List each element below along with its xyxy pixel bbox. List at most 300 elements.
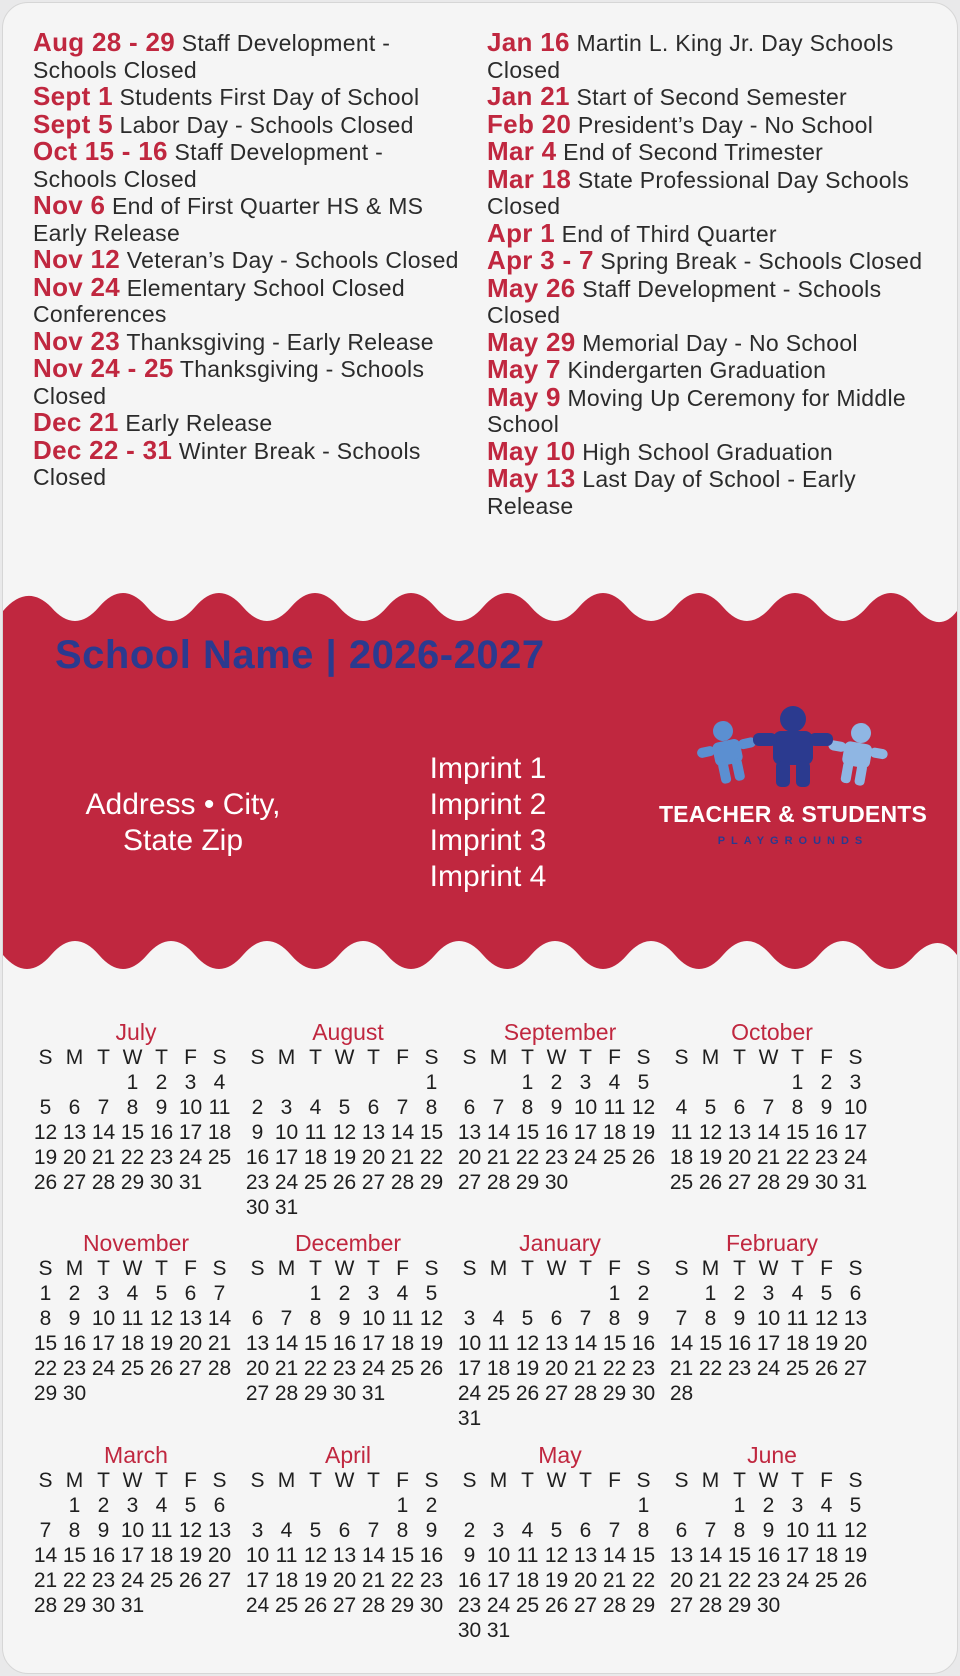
day-cell: 23 — [332, 1357, 357, 1380]
day-cell: 29 — [62, 1594, 87, 1617]
day-cell: 12 — [419, 1307, 444, 1330]
day-cell: 20 — [178, 1332, 203, 1355]
day-cell: 9 — [68, 1307, 81, 1330]
day-cell: 25 — [303, 1171, 328, 1194]
empty-day — [31, 1493, 60, 1518]
weekday-header: F — [396, 1257, 409, 1280]
day-cell: 11 — [815, 1519, 838, 1542]
weekday-header: F — [608, 1257, 621, 1280]
day-cell: 4 — [492, 1307, 505, 1330]
weekday-header: F — [396, 1469, 409, 1492]
weekday-header: W — [122, 1257, 143, 1280]
day-cell: 4 — [791, 1282, 804, 1305]
event-item — [33, 108, 473, 139]
day-cell: 17 — [274, 1146, 299, 1169]
day-cell: 13 — [332, 1544, 357, 1567]
event-item — [33, 29, 473, 83]
day-cell: 21 — [390, 1146, 415, 1169]
weekday-header: S — [462, 1469, 477, 1492]
day-cell: 20 — [457, 1146, 482, 1169]
day-cell: 16 — [544, 1121, 569, 1144]
event-date: Mar 4 — [487, 136, 557, 166]
day-cell: 10 — [120, 1519, 145, 1542]
empty-day — [330, 1070, 359, 1095]
event-item — [33, 409, 473, 437]
day-cell: 28 — [602, 1594, 627, 1617]
day-cell: 7 — [396, 1096, 409, 1119]
month-grid — [243, 1256, 463, 1406]
day-cell: 29 — [631, 1594, 656, 1617]
event-text: Labor Day - Schools Closed — [112, 111, 414, 138]
weekday-header: T — [521, 1469, 534, 1492]
day-cell: 29 — [33, 1382, 58, 1405]
day-cell: 30 — [149, 1171, 174, 1194]
day-cell: 14 — [33, 1544, 58, 1567]
day-cell: 18 — [149, 1544, 174, 1567]
month-grid — [243, 1045, 463, 1220]
weekday-header: T — [733, 1046, 746, 1069]
day-cell: 4 — [521, 1519, 534, 1542]
day-cell: 11 — [487, 1332, 510, 1355]
weekday-header: S — [636, 1257, 651, 1280]
weekday-header: M — [65, 1257, 84, 1280]
event-text: Memorial Day - No School — [575, 329, 858, 356]
day-cell: 19 — [332, 1146, 357, 1169]
day-cell: 5 — [338, 1096, 351, 1119]
weekday-header: M — [65, 1046, 84, 1069]
weekday-header: T — [791, 1257, 804, 1280]
event-item — [487, 163, 927, 220]
month-name: October — [731, 1019, 813, 1045]
day-cell: 28 — [207, 1357, 232, 1380]
event-text: End of Second Trimester — [556, 139, 824, 165]
address-line-2: State Zip — [122, 824, 244, 857]
day-cell: 15 — [631, 1544, 656, 1567]
month-calendar — [667, 1230, 887, 1406]
event-date: May 10 — [487, 435, 576, 466]
day-cell: 30 — [91, 1594, 116, 1617]
day-cell: 5 — [637, 1071, 650, 1094]
day-cell: 26 — [698, 1171, 723, 1194]
day-cell: 3 — [251, 1519, 264, 1542]
day-cell: 2 — [762, 1494, 775, 1517]
day-cell: 23 — [727, 1357, 752, 1380]
day-cell: 5 — [550, 1519, 563, 1542]
event-item — [33, 83, 473, 111]
day-cell: 14 — [698, 1544, 723, 1567]
event-date: May 7 — [487, 354, 561, 384]
imprint-line: Imprint 4 — [429, 860, 547, 893]
day-cell: 3 — [579, 1071, 592, 1094]
day-cell: 3 — [97, 1282, 110, 1305]
day-cell: 9 — [820, 1096, 833, 1119]
day-cell: 23 — [62, 1357, 87, 1380]
day-cell: 6 — [463, 1096, 476, 1119]
weekday-header: S — [212, 1257, 227, 1280]
day-cell: 19 — [303, 1569, 328, 1592]
day-cell: 16 — [457, 1569, 482, 1592]
day-cell: 26 — [544, 1594, 569, 1617]
day-cell: 19 — [544, 1569, 569, 1592]
day-cell: 2 — [550, 1071, 563, 1094]
weekday-header: W — [334, 1257, 355, 1280]
event-item — [487, 435, 927, 466]
empty-day — [571, 1281, 600, 1306]
day-cell: 19 — [33, 1146, 58, 1169]
day-cell: 6 — [68, 1096, 81, 1119]
day-cell: 27 — [245, 1382, 270, 1405]
day-cell: 11 — [208, 1096, 231, 1119]
day-cell: 24 — [486, 1594, 511, 1617]
month-calendar — [31, 1019, 251, 1195]
day-cell: 20 — [62, 1146, 87, 1169]
day-cell: 10 — [573, 1096, 598, 1119]
day-cell: 11 — [304, 1121, 327, 1144]
event-date: May 29 — [487, 326, 576, 357]
weekday-header: S — [38, 1469, 53, 1492]
day-cell: 10 — [843, 1096, 868, 1119]
weekday-header: W — [122, 1469, 143, 1492]
day-cell: 22 — [785, 1146, 810, 1169]
day-cell: 8 — [521, 1096, 534, 1119]
empty-day — [89, 1070, 118, 1095]
day-cell: 31 — [274, 1196, 299, 1219]
weekday-header: T — [579, 1257, 592, 1280]
event-date: Dec 22 - 31 — [33, 434, 173, 465]
day-cell: 7 — [762, 1096, 775, 1119]
day-cell: 20 — [207, 1544, 232, 1567]
day-cell: 21 — [698, 1569, 723, 1592]
weekday-header: F — [608, 1469, 621, 1492]
day-cell: 23 — [756, 1569, 781, 1592]
event-item — [487, 272, 927, 329]
day-cell: 25 — [785, 1357, 810, 1380]
empty-day — [272, 1070, 301, 1095]
day-cell: 25 — [274, 1594, 299, 1617]
day-cell: 16 — [814, 1121, 839, 1144]
event-date: May 13 — [487, 463, 576, 493]
day-cell: 27 — [332, 1594, 357, 1617]
empty-day — [243, 1493, 272, 1518]
month-calendar — [31, 1442, 251, 1618]
event-item — [487, 326, 927, 357]
day-cell: 11 — [603, 1096, 626, 1119]
day-cell: 26 — [303, 1594, 328, 1617]
weekday-header: W — [758, 1469, 779, 1492]
day-cell: 12 — [33, 1121, 58, 1144]
empty-day — [484, 1281, 513, 1306]
day-cell: 30 — [544, 1171, 569, 1194]
imprint-line: Imprint 3 — [429, 824, 547, 857]
day-cell: 16 — [91, 1544, 116, 1567]
empty-day — [513, 1281, 542, 1306]
day-cell: 1 — [791, 1071, 804, 1094]
day-cell: 24 — [573, 1146, 598, 1169]
month-grid — [667, 1256, 887, 1406]
people-figures-icon — [643, 703, 943, 799]
day-cell: 1 — [637, 1494, 650, 1517]
day-cell: 22 — [33, 1357, 58, 1380]
month-name: July — [115, 1019, 157, 1045]
day-cell: 26 — [814, 1357, 839, 1380]
weekday-header: S — [38, 1257, 53, 1280]
day-cell: 4 — [213, 1071, 226, 1094]
weekday-header: W — [334, 1469, 355, 1492]
empty-day — [359, 1493, 388, 1518]
day-cell: 3 — [492, 1519, 505, 1542]
day-cell: 26 — [515, 1382, 540, 1405]
day-cell: 3 — [367, 1282, 380, 1305]
day-cell: 10 — [274, 1121, 299, 1144]
day-cell: 27 — [361, 1171, 386, 1194]
day-cell: 19 — [631, 1121, 656, 1144]
address-line-1: Address • City, — [85, 788, 281, 821]
day-cell: 20 — [245, 1357, 270, 1380]
day-cell: 15 — [727, 1544, 752, 1567]
logo-subtitle: PLAYGROUNDS — [717, 835, 869, 847]
day-cell: 8 — [68, 1519, 81, 1542]
event-item — [487, 465, 927, 519]
day-cell: 18 — [390, 1332, 415, 1355]
day-cell: 18 — [207, 1121, 232, 1144]
day-cell: 9 — [425, 1519, 438, 1542]
empty-day — [725, 1070, 754, 1095]
month-name: March — [104, 1442, 168, 1468]
day-cell: 9 — [637, 1307, 650, 1330]
event-text: Early Release — [118, 410, 273, 436]
day-cell: 25 — [515, 1594, 540, 1617]
day-cell: 4 — [280, 1519, 293, 1542]
day-cell: 3 — [791, 1494, 804, 1517]
event-text: End of First Quarter HS & MS Early Release — [33, 193, 424, 246]
day-cell: 6 — [251, 1307, 264, 1330]
day-cell: 1 — [396, 1494, 409, 1517]
day-cell: 8 — [39, 1307, 52, 1330]
day-cell: 14 — [91, 1121, 116, 1144]
weekday-header: S — [38, 1046, 53, 1069]
day-cell: 2 — [155, 1071, 168, 1094]
weekday-header: S — [250, 1469, 265, 1492]
event-text: Kindergarten Graduation — [560, 357, 827, 383]
day-cell: 9 — [463, 1544, 476, 1567]
school-title: School Name | 2026-2027 — [55, 633, 545, 677]
day-cell: 9 — [550, 1096, 563, 1119]
imprint-line: Imprint 1 — [429, 752, 547, 785]
weekday-header: S — [636, 1469, 651, 1492]
day-cell: 21 — [756, 1146, 781, 1169]
weekday-header: S — [212, 1469, 227, 1492]
day-cell: 31 — [361, 1382, 386, 1405]
day-cell: 7 — [608, 1519, 621, 1542]
day-cell: 3 — [762, 1282, 775, 1305]
day-cell: 21 — [573, 1357, 598, 1380]
day-cell: 7 — [675, 1307, 688, 1330]
month-calendar — [667, 1442, 887, 1618]
events-list-left — [33, 29, 473, 491]
event-date: May 26 — [487, 272, 576, 303]
day-cell: 15 — [419, 1121, 444, 1144]
day-cell: 15 — [390, 1544, 415, 1567]
day-cell: 21 — [91, 1146, 116, 1169]
day-cell: 14 — [390, 1121, 415, 1144]
day-cell: 15 — [515, 1121, 540, 1144]
day-cell: 30 — [419, 1594, 444, 1617]
event-date: Mar 18 — [487, 163, 572, 194]
empty-day — [571, 1493, 600, 1518]
day-cell: 5 — [184, 1494, 197, 1517]
day-cell: 6 — [579, 1519, 592, 1542]
day-cell: 29 — [303, 1382, 328, 1405]
day-cell: 20 — [544, 1357, 569, 1380]
weekday-header: S — [848, 1469, 863, 1492]
day-cell: 2 — [820, 1071, 833, 1094]
month-grid — [667, 1045, 887, 1195]
day-cell: 17 — [245, 1569, 270, 1592]
weekday-header: T — [521, 1257, 534, 1280]
day-cell: 22 — [303, 1357, 328, 1380]
day-cell: 21 — [207, 1332, 232, 1355]
day-cell: 30 — [814, 1171, 839, 1194]
month-calendar — [667, 1019, 887, 1195]
day-cell: 2 — [97, 1494, 110, 1517]
weekday-header: T — [97, 1046, 110, 1069]
weekday-header: M — [277, 1046, 296, 1069]
day-cell: 9 — [762, 1519, 775, 1542]
day-cell: 16 — [332, 1332, 357, 1355]
event-text: High School Graduation — [575, 438, 834, 465]
day-cell: 1 — [521, 1071, 534, 1094]
empty-day — [330, 1493, 359, 1518]
day-cell: 13 — [457, 1121, 482, 1144]
empty-day — [600, 1493, 629, 1518]
day-cell: 1 — [309, 1282, 322, 1305]
day-cell: 16 — [62, 1332, 87, 1355]
day-cell: 28 — [361, 1594, 386, 1617]
day-cell: 10 — [785, 1519, 810, 1542]
empty-day — [60, 1070, 89, 1095]
day-cell: 26 — [419, 1357, 444, 1380]
day-cell: 7 — [704, 1519, 717, 1542]
weekday-header: F — [184, 1469, 197, 1492]
day-cell: 23 — [419, 1569, 444, 1592]
day-cell: 19 — [178, 1544, 203, 1567]
event-item — [487, 108, 927, 139]
empty-day — [455, 1070, 484, 1095]
day-cell: 29 — [727, 1594, 752, 1617]
month-grid — [31, 1256, 251, 1406]
day-cell: 8 — [309, 1307, 322, 1330]
day-cell: 4 — [820, 1494, 833, 1517]
day-cell: 26 — [843, 1569, 868, 1592]
month-calendar — [243, 1230, 463, 1406]
day-cell: 25 — [120, 1357, 145, 1380]
month-grid — [455, 1045, 675, 1195]
day-cell: 19 — [419, 1332, 444, 1355]
day-cell: 8 — [126, 1096, 139, 1119]
event-date: Nov 12 — [33, 244, 121, 274]
day-cell: 16 — [245, 1146, 270, 1169]
day-cell: 14 — [669, 1332, 694, 1355]
event-text: Staff Development - Schools Closed — [33, 30, 391, 83]
day-cell: 23 — [245, 1171, 270, 1194]
empty-day — [542, 1493, 571, 1518]
day-cell: 25 — [486, 1382, 511, 1405]
day-cell: 8 — [704, 1307, 717, 1330]
weekday-header: T — [309, 1257, 322, 1280]
calendar-card — [2, 2, 958, 1674]
day-cell: 10 — [486, 1544, 511, 1567]
day-cell: 26 — [149, 1357, 174, 1380]
weekday-header: W — [334, 1046, 355, 1069]
weekday-header: T — [367, 1046, 380, 1069]
day-cell: 6 — [849, 1282, 862, 1305]
empty-day — [301, 1493, 330, 1518]
logo-name: TEACHER & STUDENTS — [658, 801, 928, 827]
empty-day — [696, 1070, 725, 1095]
day-cell: 8 — [733, 1519, 746, 1542]
day-cell: 8 — [396, 1519, 409, 1542]
day-cell: 12 — [149, 1307, 174, 1330]
weekday-header: W — [758, 1257, 779, 1280]
day-cell: 11 — [391, 1307, 414, 1330]
day-cell: 24 — [245, 1594, 270, 1617]
empty-day — [301, 1070, 330, 1095]
day-cell: 13 — [727, 1121, 752, 1144]
month-grid — [243, 1468, 463, 1618]
day-cell: 26 — [332, 1171, 357, 1194]
day-cell: 5 — [309, 1519, 322, 1542]
day-cell: 2 — [463, 1519, 476, 1542]
month-grid — [31, 1045, 251, 1195]
event-item — [487, 217, 927, 248]
day-cell: 28 — [91, 1171, 116, 1194]
event-date: Nov 23 — [33, 325, 121, 356]
weekday-header: T — [155, 1257, 168, 1280]
day-cell: 29 — [785, 1171, 810, 1194]
month-name: February — [725, 1230, 819, 1256]
weekday-header: T — [367, 1469, 380, 1492]
weekday-header: M — [65, 1469, 84, 1492]
weekday-header: S — [424, 1046, 439, 1069]
day-cell: 6 — [213, 1494, 226, 1517]
day-cell: 27 — [207, 1569, 232, 1592]
day-cell: 28 — [669, 1382, 694, 1405]
weekday-header: T — [309, 1469, 322, 1492]
day-cell: 19 — [843, 1544, 868, 1567]
day-cell: 23 — [814, 1146, 839, 1169]
event-text: Students First Day of School — [112, 84, 420, 110]
day-cell: 15 — [602, 1332, 627, 1355]
weekday-header: T — [791, 1469, 804, 1492]
event-date: Sept 1 — [33, 81, 113, 111]
day-cell: 2 — [251, 1096, 264, 1119]
day-cell: 2 — [68, 1282, 81, 1305]
day-cell: 24 — [785, 1569, 810, 1592]
empty-day — [754, 1070, 783, 1095]
day-cell: 7 — [39, 1519, 52, 1542]
day-cell: 14 — [756, 1121, 781, 1144]
weekday-header: S — [462, 1046, 477, 1069]
event-date: Sept 5 — [33, 108, 113, 139]
day-cell: 11 — [786, 1307, 809, 1330]
day-cell: 24 — [756, 1357, 781, 1380]
day-cell: 15 — [120, 1121, 145, 1144]
day-cell: 13 — [573, 1544, 598, 1567]
month-calendar — [455, 1019, 675, 1195]
weekday-header: W — [546, 1469, 567, 1492]
day-cell: 9 — [251, 1121, 264, 1144]
event-item — [33, 192, 473, 246]
